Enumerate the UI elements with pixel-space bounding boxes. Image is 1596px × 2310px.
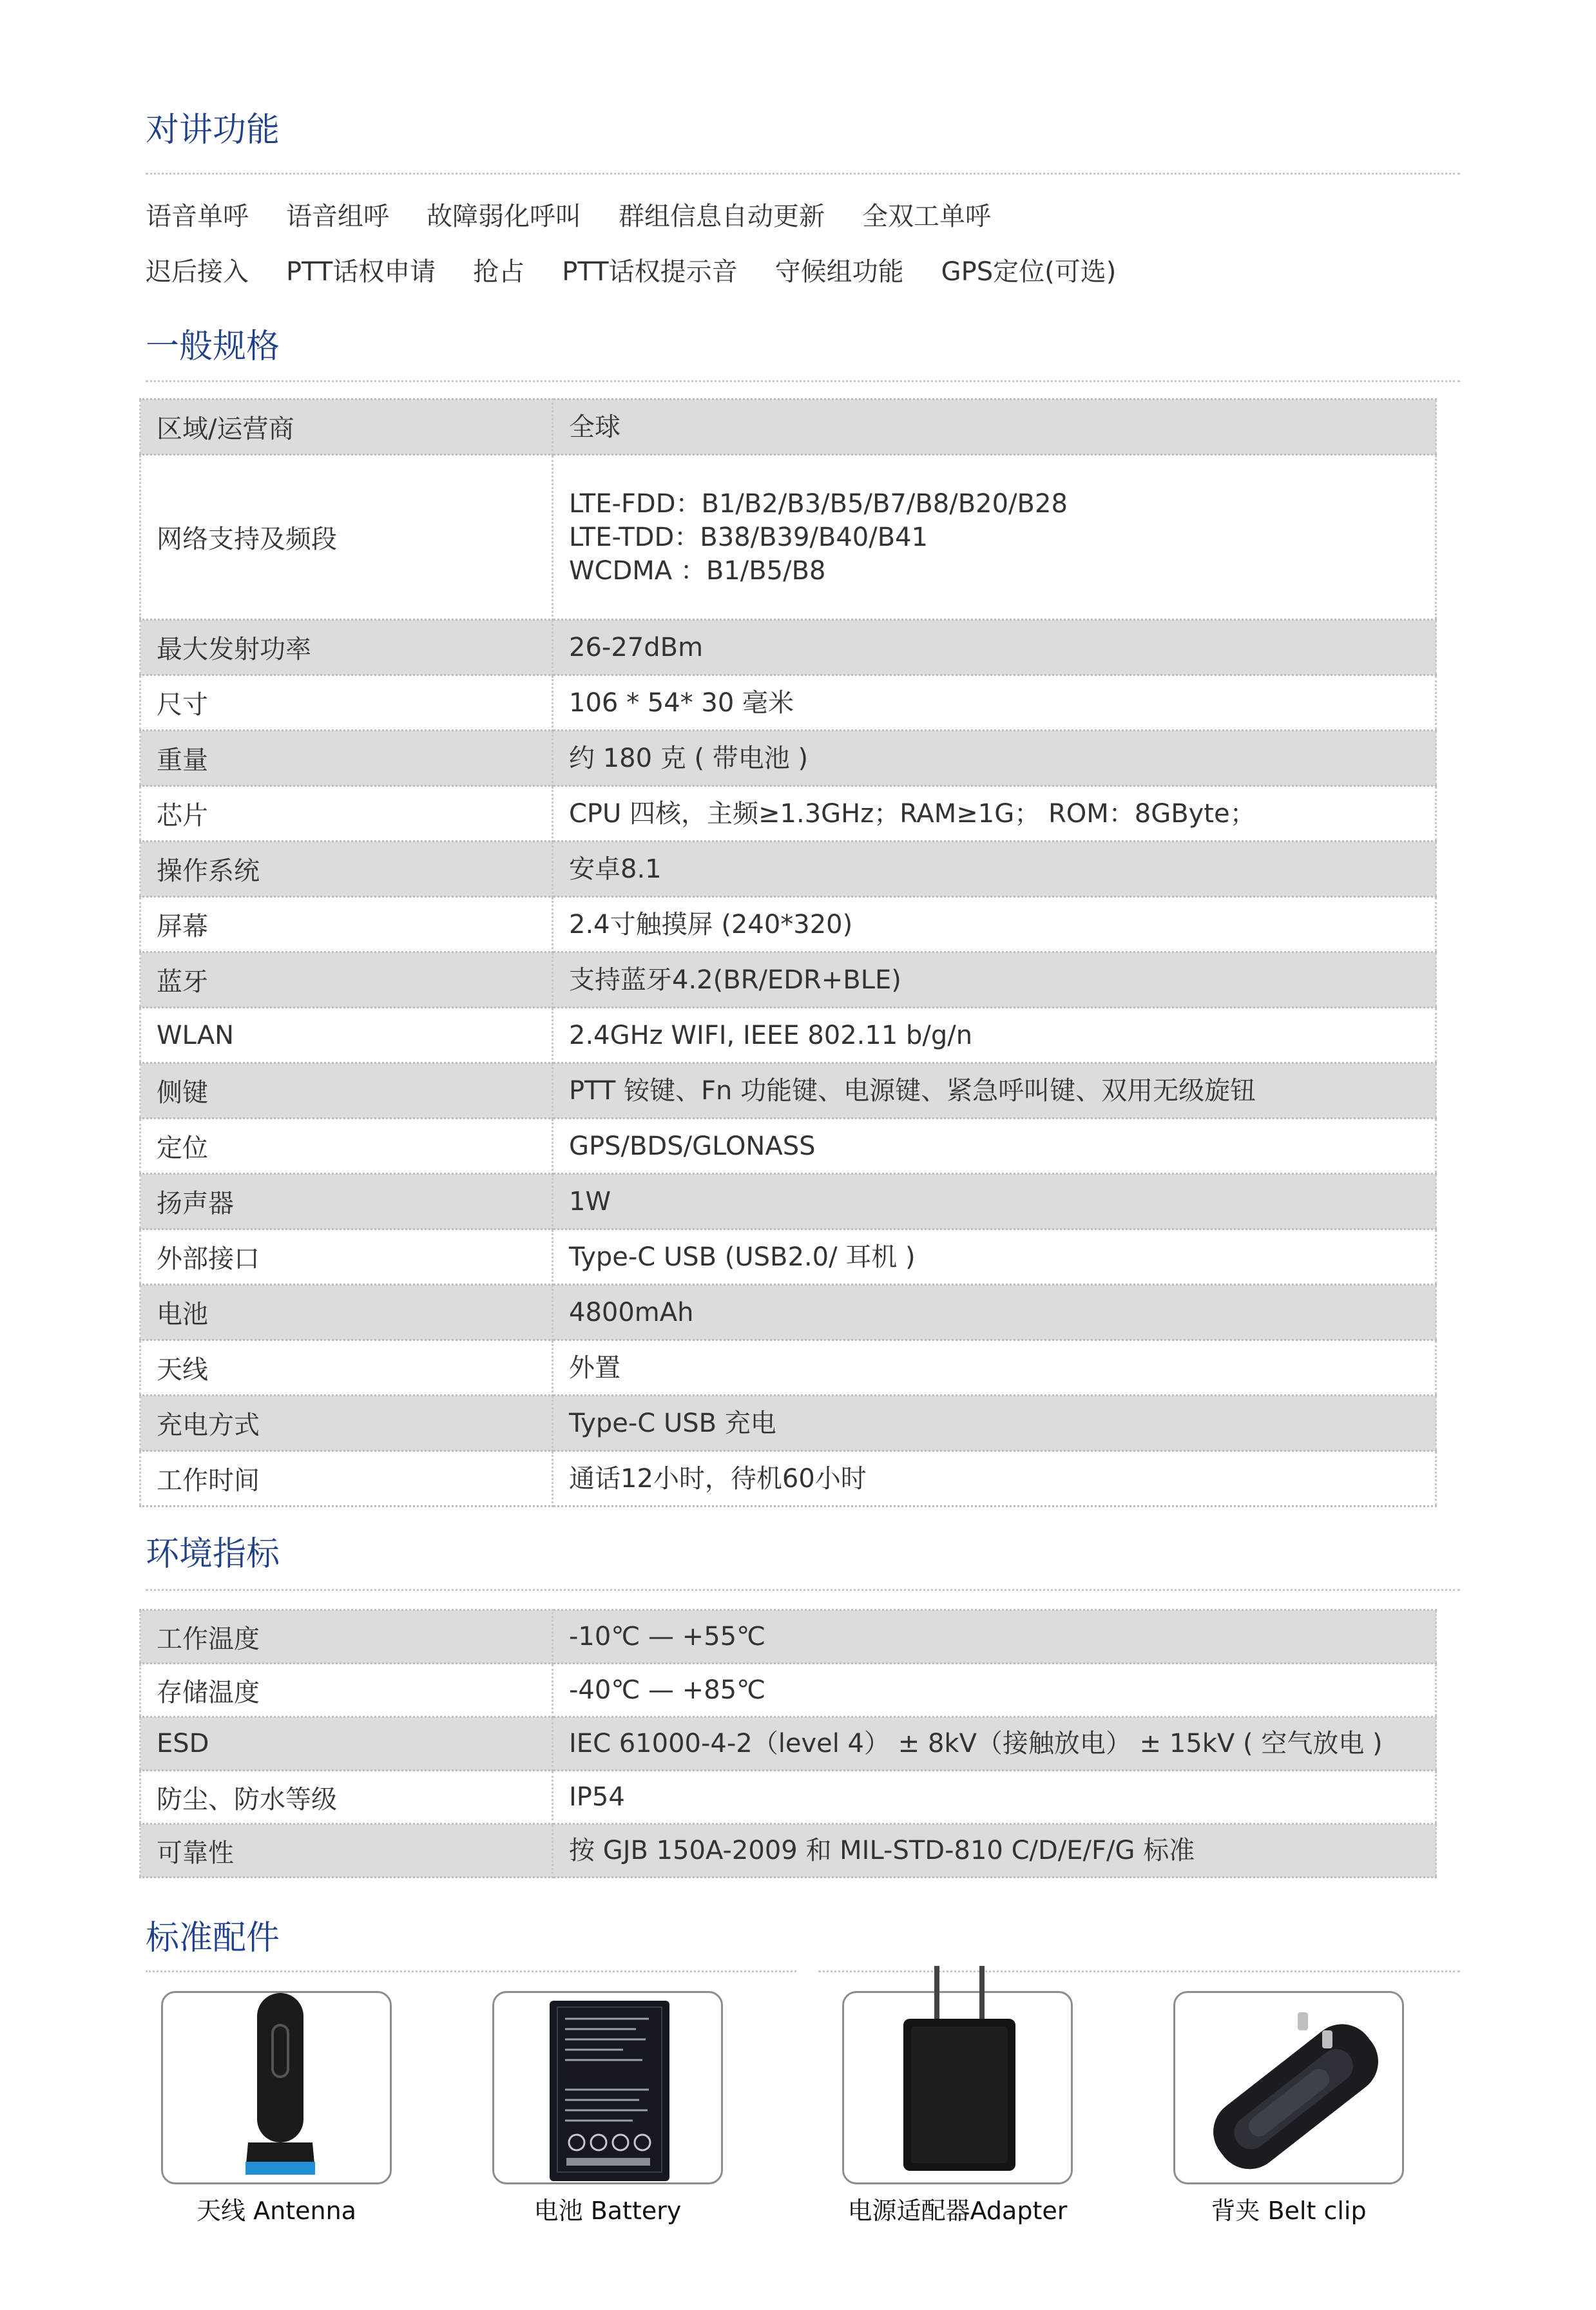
spec-value — [553, 1610, 1436, 1664]
accessory-antenna-card — [161, 1991, 392, 2184]
spec-value — [553, 1229, 1436, 1285]
spec-row — [140, 731, 1436, 786]
spec-row — [140, 1340, 1436, 1396]
spec-value — [553, 1174, 1436, 1229]
spec-value — [553, 731, 1436, 786]
spec-row — [140, 1285, 1436, 1340]
spec-value-line: 2.4寸触摸屏 (240*320) — [569, 909, 853, 939]
section-title-environment: 环境指标 — [146, 1535, 280, 1574]
spec-value-line: 通话12小时，待机60小时 — [569, 1463, 867, 1494]
spec-label: ESD — [140, 1717, 553, 1771]
belt-clip-icon — [1175, 1993, 1406, 2186]
adapter-icon — [844, 1993, 1075, 2186]
divider — [146, 380, 1460, 382]
spec-label: 扬声器 — [140, 1174, 553, 1229]
feature-item: 故障弱化呼叫 — [427, 202, 581, 231]
accessory-label-belt-clip: 背夹 Belt clip — [1211, 2197, 1367, 2225]
spec-value — [553, 786, 1436, 842]
spec-value-line: Type-C USB 充电 — [569, 1408, 776, 1438]
spec-row — [140, 675, 1436, 731]
spec-value — [553, 1824, 1436, 1878]
spec-row — [140, 1063, 1436, 1119]
spec-label: 侧键 — [140, 1063, 553, 1119]
spec-value — [553, 1063, 1436, 1119]
spec-value-line: 外置 — [569, 1352, 620, 1383]
spec-value — [553, 1771, 1436, 1824]
spec-value-line: LTE-FDD：B1/B2/B3/B5/B7/B8/B20/B28 — [569, 488, 1068, 519]
spec-value — [553, 1008, 1436, 1063]
feature-item: 抢占 — [473, 257, 525, 287]
spec-row — [140, 897, 1436, 952]
feature-item: 全双工单呼 — [862, 202, 991, 231]
spec-value-line: 26-27dBm — [569, 632, 704, 662]
section-title-intercom: 对讲功能 — [146, 111, 280, 149]
spec-label: 工作时间 — [140, 1451, 553, 1506]
spec-value-line: IEC 61000-4-2（level 4） ± 8kV（接触放电） ± 15kV ( 空气放电 ) — [569, 1729, 1383, 1758]
spec-label: WLAN — [140, 1008, 553, 1063]
divider — [146, 1589, 1460, 1591]
accessory-adapter-card — [842, 1991, 1073, 2184]
spec-value — [553, 1340, 1436, 1396]
accessory-label-battery: 电池 Battery — [534, 2197, 682, 2225]
general-spec-table — [139, 398, 1437, 1507]
spec-row — [140, 1717, 1436, 1771]
feature-item: 语音组呼 — [286, 202, 389, 231]
accessory-label-antenna: 天线 Antenna — [197, 2197, 356, 2225]
spec-value-line: IP54 — [569, 1782, 625, 1812]
spec-row — [140, 1119, 1436, 1174]
spec-label: 可靠性 — [140, 1824, 553, 1878]
spec-value — [553, 455, 1436, 620]
spec-value-line: GPS/BDS/GLONASS — [569, 1131, 816, 1161]
spec-row — [140, 1008, 1436, 1063]
spec-label: 存储温度 — [140, 1664, 553, 1717]
spec-label: 充电方式 — [140, 1396, 553, 1451]
antenna-icon — [163, 1993, 394, 2186]
spec-value-line: CPU 四核，主频≥1.3GHz；RAM≥1G； ROM：8GByte； — [569, 798, 1256, 829]
spec-value-line: 按 GJB 150A-2009 和 MIL-STD-810 C/D/E/F/G 标准 — [569, 1836, 1195, 1865]
spec-row — [140, 842, 1436, 897]
section-title-accessories: 标准配件 — [146, 1919, 280, 1958]
spec-label: 屏幕 — [140, 897, 553, 952]
spec-label: 区域/运营商 — [140, 399, 553, 455]
spec-value-line: -40℃ — +85℃ — [569, 1675, 766, 1705]
spec-value — [553, 1119, 1436, 1174]
spec-label: 电池 — [140, 1285, 553, 1340]
spec-value — [553, 952, 1436, 1008]
spec-value — [553, 1717, 1436, 1771]
accessory-belt-clip-card — [1173, 1991, 1404, 2184]
spec-label: 防尘、防水等级 — [140, 1771, 553, 1824]
feature-item: PTT话权申请 — [286, 257, 436, 287]
spec-value — [553, 897, 1436, 952]
feature-item: 语音单呼 — [146, 202, 249, 231]
feature-item: GPS定位(可选) — [941, 257, 1117, 287]
spec-label: 操作系统 — [140, 842, 553, 897]
divider — [818, 1970, 1460, 1972]
spec-value — [553, 1451, 1436, 1506]
spec-row — [140, 1396, 1436, 1451]
environment-spec-table — [139, 1609, 1437, 1878]
spec-value — [553, 620, 1436, 675]
feature-row-1 — [146, 204, 991, 229]
spec-row — [140, 1664, 1436, 1717]
feature-item: 迟后接入 — [146, 257, 249, 287]
spec-value-line: Type-C USB (USB2.0/ 耳机 ) — [569, 1242, 916, 1272]
divider — [146, 1970, 796, 1972]
spec-row — [140, 1451, 1436, 1506]
divider — [146, 173, 1460, 175]
spec-value-line: 1W — [569, 1186, 611, 1217]
spec-row — [140, 786, 1436, 842]
spec-label: 定位 — [140, 1119, 553, 1174]
feature-row-2 — [146, 259, 1116, 285]
spec-value-line: 2.4GHz WIFI, IEEE 802.11 b/g/n — [569, 1020, 973, 1050]
spec-row — [140, 1824, 1436, 1878]
spec-label: 工作温度 — [140, 1610, 553, 1664]
spec-row — [140, 1771, 1436, 1824]
spec-value-line: 支持蓝牙4.2(BR/EDR+BLE) — [569, 965, 901, 995]
feature-item: 群组信息自动更新 — [619, 202, 825, 231]
accessory-label-adapter: 电源适配器Adapter — [847, 2197, 1068, 2225]
spec-value-line: 4800mAh — [569, 1297, 694, 1327]
spec-label: 网络支持及频段 — [140, 455, 553, 620]
spec-value-line: 全球 — [569, 412, 620, 442]
spec-value — [553, 399, 1436, 455]
spec-value — [553, 675, 1436, 731]
spec-row — [140, 455, 1436, 620]
spec-value-line: 106 * 54* 30 毫米 — [569, 688, 794, 718]
spec-value — [553, 1285, 1436, 1340]
spec-row — [140, 952, 1436, 1008]
spec-label: 蓝牙 — [140, 952, 553, 1008]
spec-row — [140, 1174, 1436, 1229]
spec-label: 芯片 — [140, 786, 553, 842]
spec-row — [140, 620, 1436, 675]
spec-label: 外部接口 — [140, 1229, 553, 1285]
spec-value — [553, 842, 1436, 897]
battery-icon — [494, 1993, 725, 2186]
spec-value-line: 安卓8.1 — [569, 854, 662, 884]
spec-value-line: LTE-TDD：B38/B39/B40/B41 — [569, 522, 928, 552]
spec-row — [140, 1610, 1436, 1664]
spec-value-line: 约 180 克 ( 带电池 ) — [569, 743, 809, 773]
spec-label: 最大发射功率 — [140, 620, 553, 675]
spec-value-line: WCDMA ：B1/B5/B8 — [569, 555, 826, 586]
spec-label: 尺寸 — [140, 675, 553, 731]
spec-value-line: -10℃ — +55℃ — [569, 1622, 766, 1651]
accessory-battery-card — [492, 1991, 723, 2184]
spec-row — [140, 1229, 1436, 1285]
spec-value-line: PTT 铵键、Fn 功能键、电源键、紧急呼叫键、双用无级旋钮 — [569, 1075, 1256, 1106]
spec-label: 重量 — [140, 731, 553, 786]
spec-label: 天线 — [140, 1340, 553, 1396]
section-title-general: 一般规格 — [146, 327, 280, 366]
spec-value — [553, 1396, 1436, 1451]
spec-value — [553, 1664, 1436, 1717]
spec-row — [140, 399, 1436, 455]
feature-item: PTT话权提示音 — [562, 257, 738, 287]
feature-item: 守候组功能 — [774, 257, 904, 287]
